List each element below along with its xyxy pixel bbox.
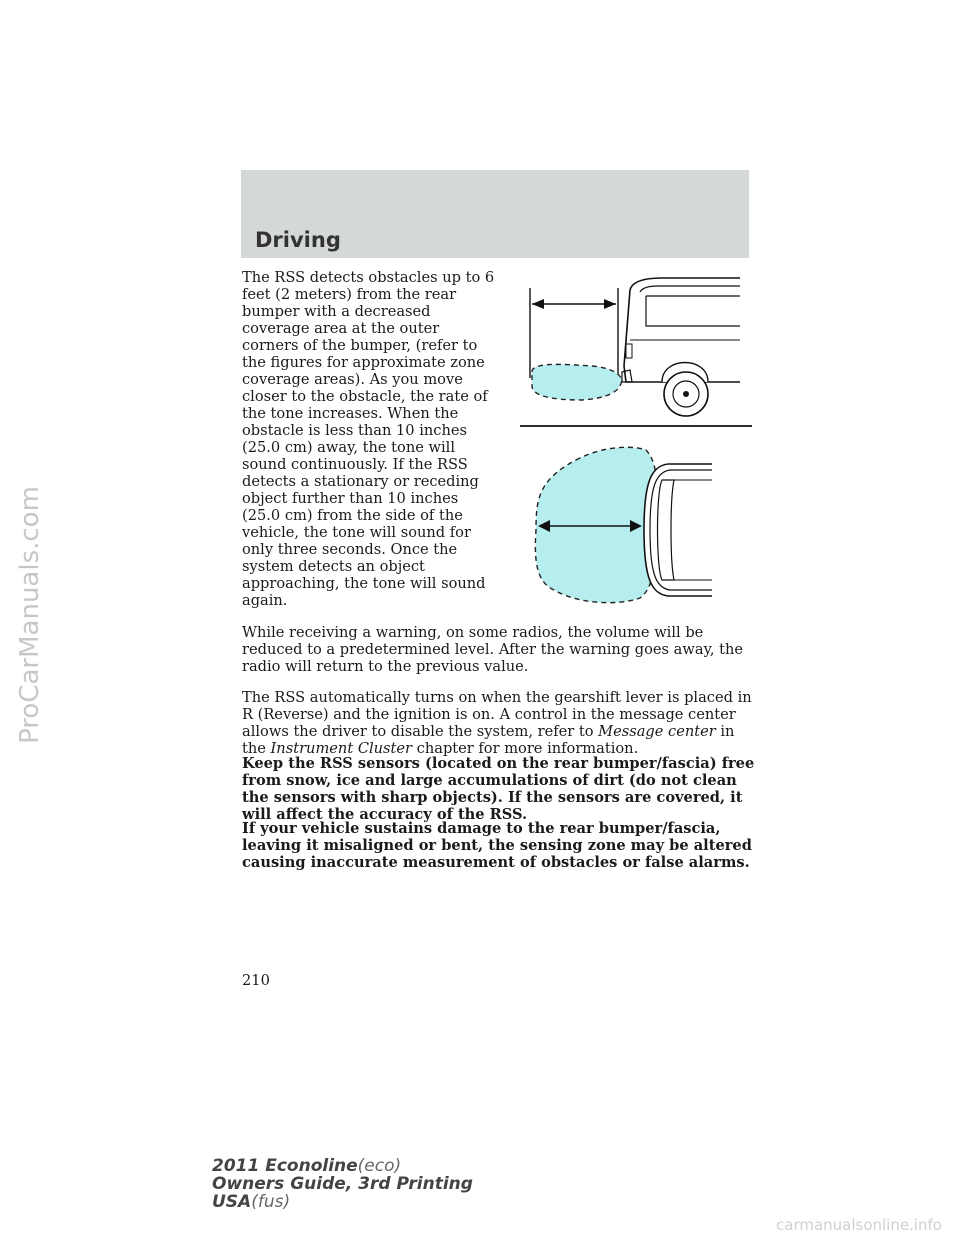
- footer-guide-edition: Owners Guide, 3rd Printing: [212, 1174, 473, 1194]
- bottom-watermark: carmanualsonline.info: [776, 1216, 942, 1234]
- message-center-reference: Message center: [598, 723, 716, 740]
- footer-model-code: (eco): [357, 1156, 402, 1176]
- footer-market-code: (fus): [251, 1192, 291, 1212]
- auto-on-paragraph: The RSS automatically turns on when the gearshift lever is placed in R (Reverse) and the ignition is on. A control in the message center allows the driver to disable the system, refer to Message center in the Instrument Cluster chapter for more information.: [242, 689, 752, 757]
- instrument-cluster-reference: Instrument Cluster: [270, 740, 413, 757]
- bumper-damage-warning: If your vehicle sustains damage to the rear bumper/fascia, leaving it misaligned or bent, the sensing zone may be altered causing inaccurate measurement of obstacles or false alarms.: [242, 820, 752, 871]
- section-title: Driving: [255, 228, 341, 252]
- document-footer: [212, 1157, 473, 1211]
- footer-model: 2011 Econoline: [212, 1156, 358, 1176]
- side-view-figure: [512, 270, 752, 430]
- page-number: 210: [242, 972, 270, 989]
- section-header-band: [241, 170, 749, 258]
- intro-paragraph: The RSS detects obstacles up to 6 feet (2 meters) from the rear bumper with a decreased coverage area at the outer corners of the bumper, (refer to the figures for approximate zone coverage areas). As you move closer to the obstacle, the rate of the tone increases. When the obstacle is less than 10 inches (25.0 cm) away, the tone will sound continuously. If the RSS detects a stationary or receding object further than 10 inches (25.0 cm) from the side of the vehicle, the tone will sound for only three seconds. Once the system detects an object approaching, the tone will sound again.: [242, 269, 495, 609]
- radio-volume-paragraph: While receiving a warning, on some radios, the volume will be reduced to a predetermined level. After the warning goes away, the radio will return to the previous value.: [242, 624, 744, 675]
- footer-market: USA: [212, 1192, 252, 1212]
- top-view-figure: [528, 440, 718, 610]
- side-watermark: ProCarManuals.com: [15, 486, 45, 744]
- sensor-care-warning: Keep the RSS sensors (located on the rear bumper/fascia) free from snow, ice and large accumulations of dirt (do not clean the sensors with sharp objects). If the sensors are covered, it will affect the accuracy of the RSS.: [242, 755, 755, 823]
